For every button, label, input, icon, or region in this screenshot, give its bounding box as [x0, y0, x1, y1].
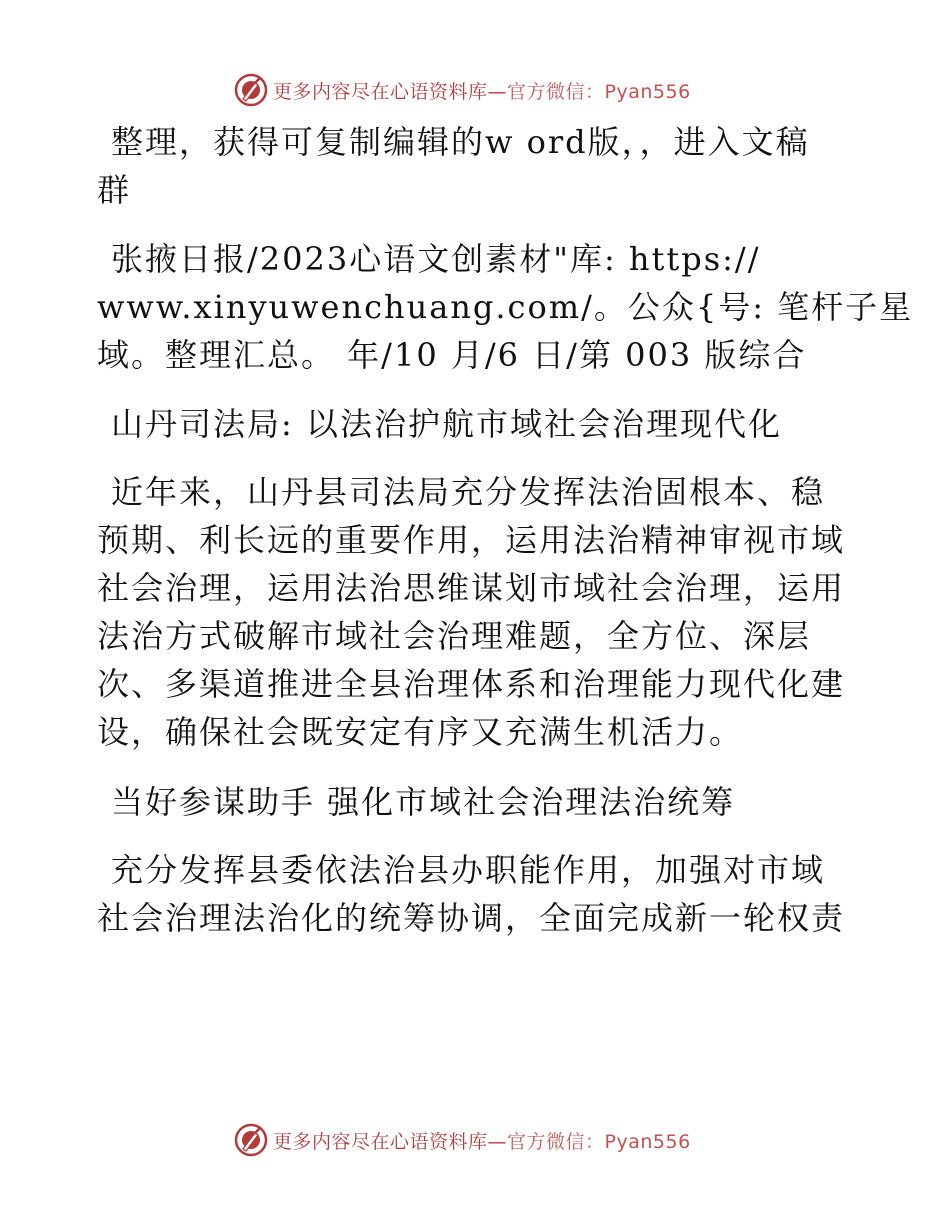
document-body	[97, 118, 914, 942]
text-line: 群	[97, 171, 132, 209]
header-wechat-label: 官方微信：	[507, 80, 605, 103]
text-line: 张掖日报/2023心语文创素材"库: https://	[111, 240, 761, 278]
text-line: 预期、利长远的重要作用，运用法治精神审视市域	[97, 521, 846, 559]
header-banner-text	[273, 77, 691, 104]
paragraph-source	[97, 235, 914, 379]
subtitle-line: 当好参谋助手 强化市域社会治理法治统筹	[111, 783, 736, 821]
title-line: 山丹司法局: 以法治护航市域社会治理现代化	[111, 405, 782, 443]
article-title	[97, 400, 857, 448]
footer-site-text: 更多内容尽在心语资料库	[273, 1130, 488, 1153]
text-line: 设，确保社会既安定有序又充满生机活力。	[97, 713, 744, 751]
paragraph-body-2	[97, 846, 857, 942]
text-line: 域。整理汇总。 年/10 月/6 日/第 003 版综合	[97, 336, 807, 374]
pen-logo-icon	[233, 72, 269, 108]
pen-logo-icon	[233, 1122, 269, 1158]
header-separator: —	[487, 80, 508, 103]
footer-separator: —	[487, 1130, 508, 1153]
text-line: 充分发挥县委依法治县办职能作用，加强对市域	[111, 851, 826, 889]
footer-banner-text	[273, 1127, 691, 1154]
header-banner[interactable]	[233, 70, 713, 110]
text-line: 法治方式破解市域社会治理难题，全方位、深层	[97, 617, 812, 655]
footer-banner[interactable]	[233, 1120, 713, 1160]
text-line: 社会治理法治化的统筹协调，全面完成新一轮权责	[97, 899, 846, 937]
text-line: 次、多渠道推进全县治理体系和治理能力现代化建	[97, 665, 846, 703]
footer-contact: Pyan556	[604, 1130, 691, 1153]
header-site-text: 更多内容尽在心语资料库	[273, 80, 488, 103]
text-line: 社会治理，运用法治思维谋划市域社会治理，运用	[97, 569, 846, 607]
paragraph-intro	[97, 118, 857, 214]
text-line: 整理，获得可复制编辑的w ord版，，进入文稿	[111, 123, 810, 161]
text-line: www.xinyuwenchuang.com/。公众{号: 笔杆子星	[97, 288, 914, 326]
paragraph-body-1	[97, 468, 857, 756]
section-subtitle	[97, 778, 857, 826]
text-line: 近年来，山丹县司法局充分发挥法治固根本、稳	[111, 473, 826, 511]
footer-wechat-label: 官方微信：	[507, 1130, 605, 1153]
header-contact: Pyan556	[604, 80, 691, 103]
